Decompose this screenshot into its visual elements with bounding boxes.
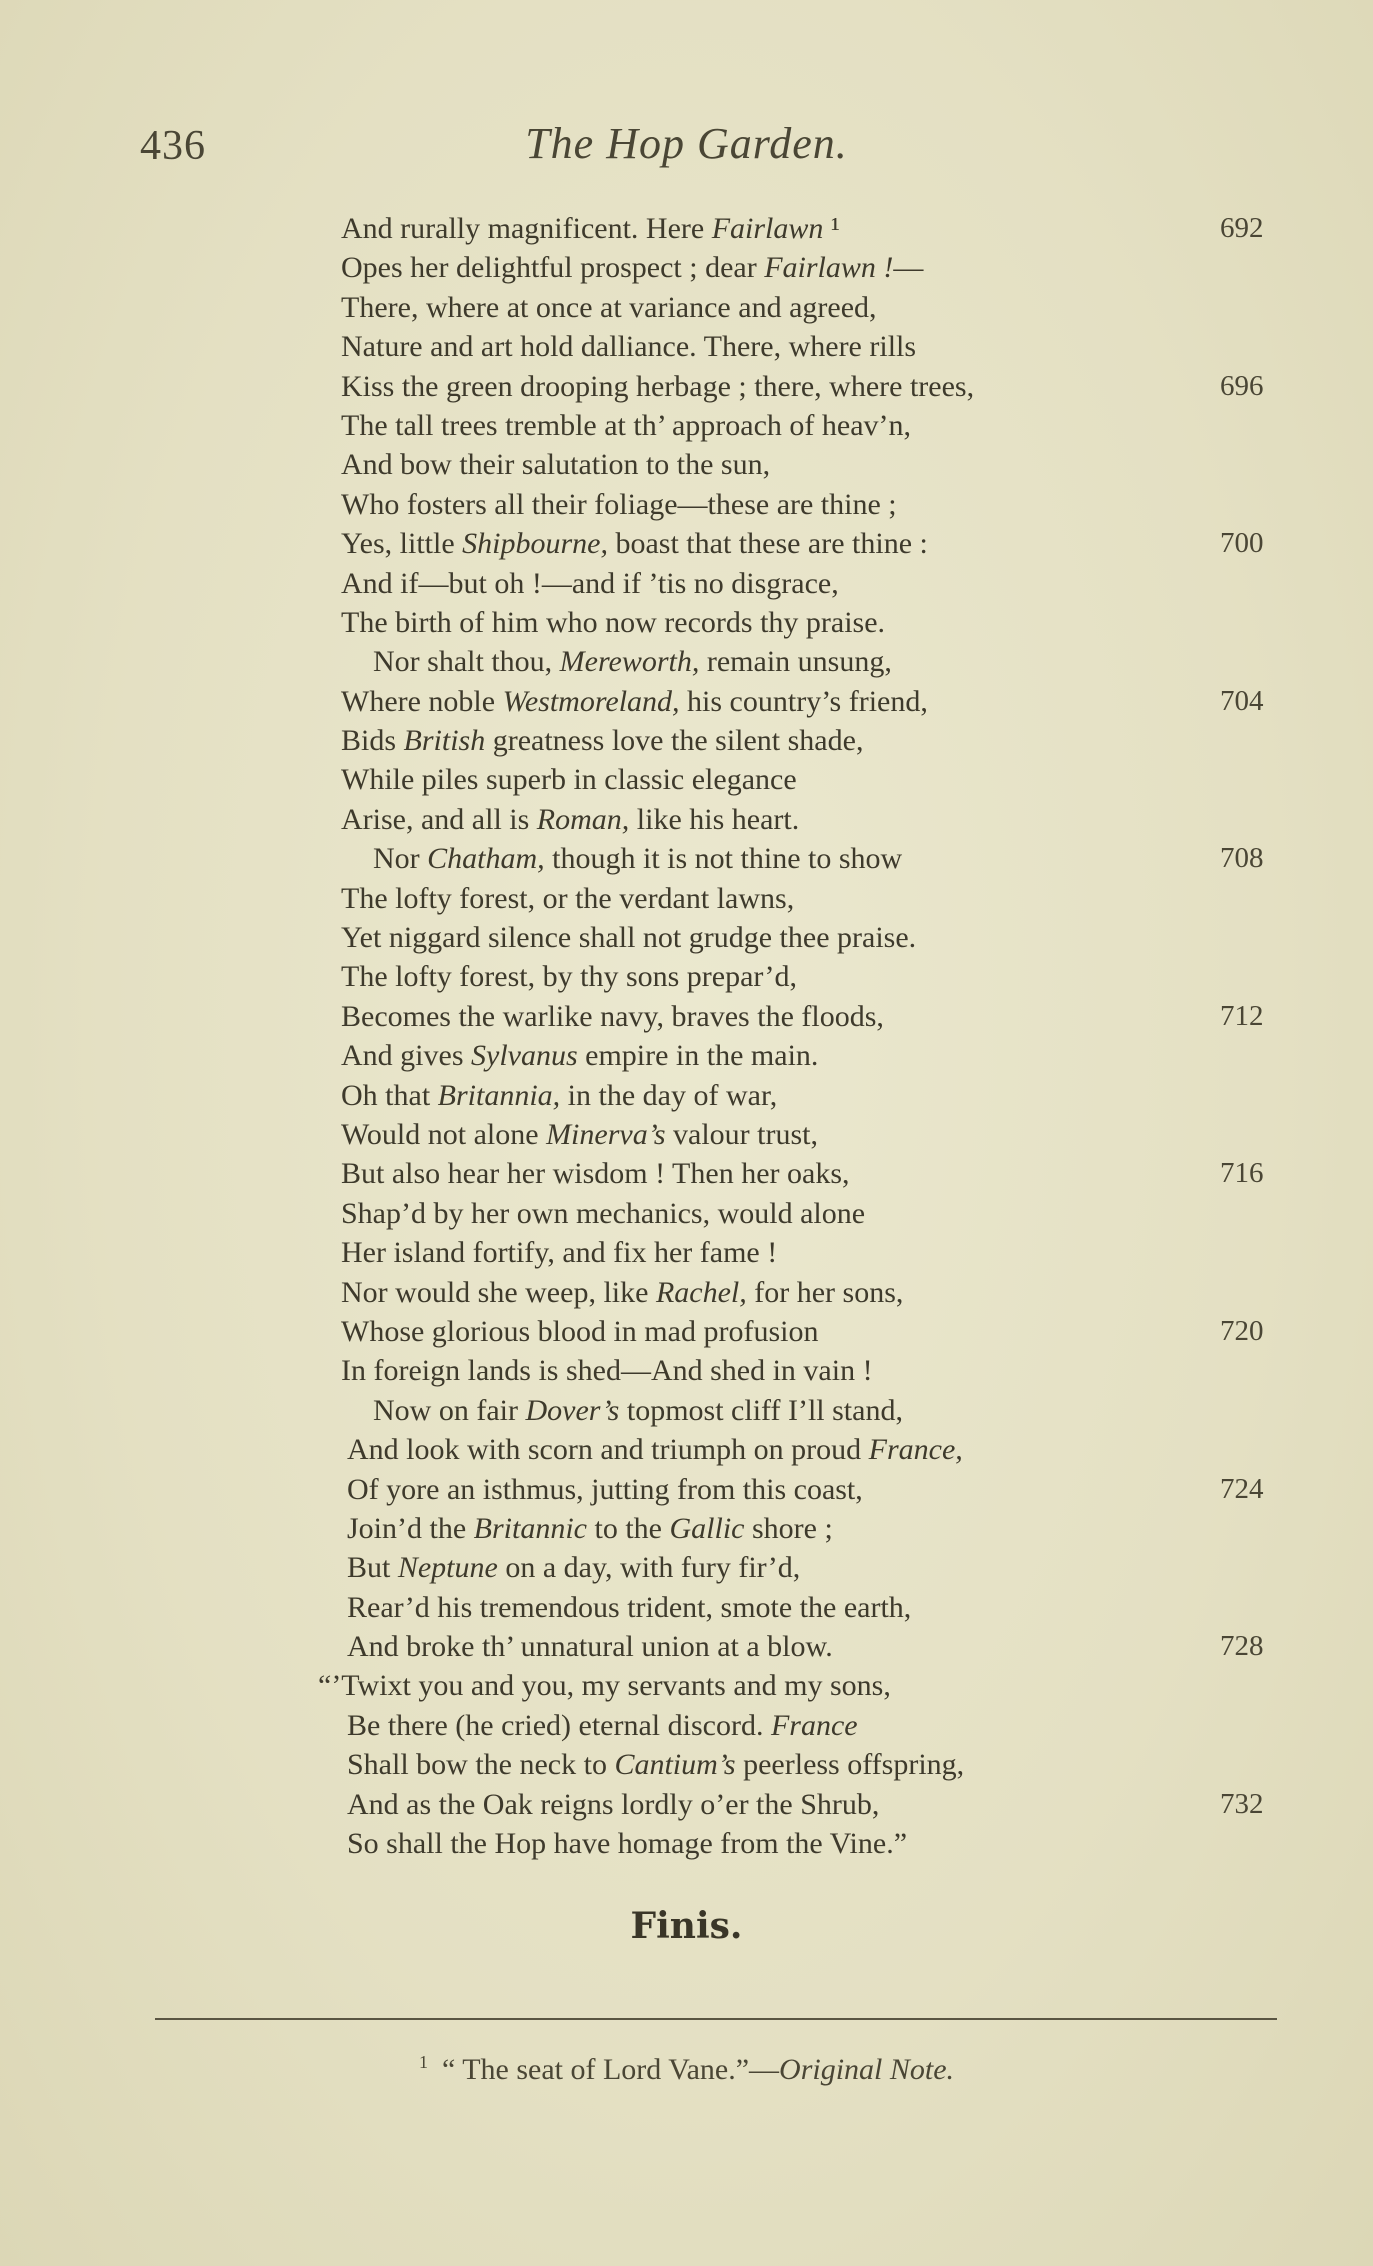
poem-line bbox=[0, 1194, 1373, 1233]
poem-line bbox=[0, 1824, 1373, 1863]
poem-line-text bbox=[373, 1391, 903, 1430]
text-segment: The lofty forest, by thy sons prepar’d, bbox=[341, 960, 798, 994]
poem-line-text bbox=[341, 800, 799, 839]
text-segment: Kiss the green drooping herbage ; there, where trees, bbox=[341, 369, 975, 403]
italic-segment: British bbox=[403, 724, 486, 758]
text-segment: like his heart. bbox=[629, 802, 800, 836]
poem-line-text bbox=[347, 1588, 911, 1627]
text-segment: In foreign lands is shed—And shed in vain ! bbox=[341, 1354, 873, 1388]
italic-segment: Dover’s bbox=[525, 1393, 620, 1427]
text-segment: Nor shalt thou, bbox=[373, 645, 560, 679]
text-segment: There, where at once at variance and agreed, bbox=[341, 290, 877, 324]
text-segment: And bow their salutation to the sun, bbox=[341, 448, 771, 482]
text-segment: And broke th’ unnatural union at a blow. bbox=[347, 1630, 833, 1664]
poem-line bbox=[0, 1391, 1373, 1430]
footnote-marker: 1 bbox=[418, 2052, 428, 2072]
text-segment: valour trust, bbox=[665, 1117, 818, 1151]
poem-line bbox=[0, 445, 1373, 484]
text-segment: Shall bow the neck to bbox=[347, 1748, 615, 1782]
italic-segment: Fairlawn bbox=[711, 212, 824, 245]
page-number: 436 bbox=[140, 123, 206, 169]
poem-line bbox=[0, 1627, 1373, 1666]
poem-line-text bbox=[347, 1509, 833, 1548]
poem-body bbox=[0, 209, 1373, 1863]
line-number: 692 bbox=[1220, 212, 1264, 244]
text-segment: Oh that bbox=[341, 1078, 438, 1112]
text-segment: Opes her delightful prospect ; dear bbox=[341, 251, 765, 285]
poem-line bbox=[0, 1312, 1373, 1351]
italic-segment: Britannic bbox=[473, 1511, 587, 1545]
poem-line bbox=[0, 1115, 1373, 1154]
poem-line bbox=[0, 879, 1373, 918]
poem-line-text bbox=[341, 1273, 903, 1312]
italic-segment: Rachel, bbox=[655, 1275, 747, 1309]
poem-line bbox=[0, 800, 1373, 839]
poem-line-text bbox=[341, 957, 797, 996]
poem-line-text bbox=[341, 327, 916, 366]
poem-line bbox=[0, 248, 1373, 287]
text-segment: remain unsung, bbox=[699, 645, 892, 679]
poem-line-text bbox=[347, 1745, 964, 1784]
poem-line-text bbox=[341, 760, 797, 799]
text-segment: boast that these are thine : bbox=[607, 527, 928, 561]
line-number: 708 bbox=[1220, 842, 1264, 875]
poem-line bbox=[0, 918, 1373, 957]
poem-line-text bbox=[341, 564, 839, 603]
text-segment: greatness love the silent shade, bbox=[485, 724, 864, 758]
text-segment: on a day, with fury fir’d, bbox=[497, 1551, 801, 1585]
poem-line bbox=[0, 1076, 1373, 1115]
text-segment: to the bbox=[586, 1511, 670, 1545]
text-segment: empire in the main. bbox=[577, 1039, 819, 1073]
text-segment: The lofty forest, or the verdant lawns, bbox=[341, 881, 795, 915]
poem-line bbox=[0, 1509, 1373, 1548]
poem-line-text bbox=[347, 1548, 800, 1587]
text-segment: Who fosters all their foliage—these are thine ; bbox=[341, 487, 897, 521]
poem-line-text bbox=[341, 209, 840, 248]
text-segment: So shall the Hop have homage from the Vine.” bbox=[347, 1827, 908, 1861]
text-segment: And look with scorn and triumph on proud bbox=[347, 1433, 869, 1467]
poem-line bbox=[0, 485, 1373, 524]
text-segment: Yet niggard silence shall not grudge thee praise. bbox=[341, 921, 917, 955]
italic-segment: Britannia, bbox=[437, 1078, 561, 1112]
text-segment: Now on fair bbox=[373, 1393, 526, 1427]
text-segment: Nor would she weep, like bbox=[341, 1275, 656, 1309]
text-segment: Rear’d his tremendous trident, smote the earth, bbox=[347, 1590, 912, 1624]
text-segment: for her sons, bbox=[746, 1275, 904, 1309]
poem-line bbox=[0, 1233, 1373, 1272]
poem-line bbox=[0, 367, 1373, 406]
poem-line bbox=[0, 721, 1373, 760]
line-number: 716 bbox=[1220, 1157, 1264, 1190]
poem-line-text bbox=[341, 603, 885, 642]
italic-segment: Cantium’s bbox=[614, 1748, 736, 1782]
text-segment: And gives bbox=[341, 1039, 471, 1073]
text-segment: But also hear her wisdom ! Then her oaks, bbox=[341, 1157, 850, 1191]
poem-line-text bbox=[341, 288, 877, 327]
poem-line-text bbox=[347, 1470, 863, 1509]
poem-line bbox=[0, 1785, 1373, 1824]
text-segment: Becomes the warlike navy, braves the floods, bbox=[341, 999, 884, 1033]
text-segment: Whose glorious blood in mad profusion bbox=[341, 1314, 819, 1348]
poem-line-text bbox=[341, 1154, 850, 1193]
text-segment: topmost cliff I’ll stand, bbox=[619, 1393, 903, 1427]
poem-line bbox=[0, 1548, 1373, 1587]
text-segment: Yes, little bbox=[341, 527, 463, 561]
text-segment: While piles superb in classic elegance bbox=[341, 763, 797, 797]
poem-line-text bbox=[347, 1824, 907, 1863]
italic-segment: France, bbox=[868, 1433, 963, 1467]
poem-line bbox=[0, 603, 1373, 642]
poem-line-text bbox=[341, 1036, 818, 1075]
footnote-quote: “ The seat of Lord Vane.”— bbox=[441, 2053, 780, 2086]
poem-line bbox=[0, 1470, 1373, 1509]
poem-line-text bbox=[341, 1115, 818, 1154]
poem-line-text bbox=[341, 918, 916, 957]
poem-line-text bbox=[341, 721, 863, 760]
poem-line bbox=[0, 997, 1373, 1036]
line-number: 732 bbox=[1220, 1787, 1264, 1820]
poem-line bbox=[0, 524, 1373, 563]
text-segment: though it is not thine to show bbox=[544, 842, 903, 876]
text-segment: The tall trees tremble at th’ approach of heav’n, bbox=[341, 408, 912, 442]
footnote-divider bbox=[155, 2018, 1277, 2020]
text-segment: And rurally magnificent. Here bbox=[341, 212, 712, 245]
text-segment: Of yore an isthmus, jutting from this coast, bbox=[347, 1472, 863, 1506]
poem-line bbox=[0, 760, 1373, 799]
poem-line-text bbox=[341, 367, 974, 406]
running-title: The Hop Garden. bbox=[525, 119, 848, 168]
italic-segment: France bbox=[770, 1708, 858, 1742]
poem-line-text bbox=[341, 445, 770, 484]
poem-line bbox=[0, 1351, 1373, 1390]
poem-line-text bbox=[341, 879, 794, 918]
poem-line bbox=[0, 564, 1373, 603]
text-segment: Join’d the bbox=[347, 1511, 474, 1545]
poem-line bbox=[0, 1273, 1373, 1312]
italic-segment: Gallic bbox=[669, 1511, 745, 1545]
text-segment: And if—but oh !—and if ’tis no disgrace, bbox=[341, 566, 839, 600]
poem-line-text bbox=[373, 642, 892, 681]
text-segment: Nor bbox=[373, 842, 428, 876]
line-number: 704 bbox=[1220, 684, 1264, 717]
poem-line bbox=[0, 1588, 1373, 1627]
poem-line-text bbox=[373, 839, 902, 878]
text-segment: shore ; bbox=[744, 1511, 833, 1545]
poem-line-text bbox=[341, 1194, 865, 1233]
italic-segment: Mereworth, bbox=[559, 645, 700, 679]
poem-line bbox=[0, 288, 1373, 327]
italic-segment: Westmoreland, bbox=[502, 684, 680, 718]
poem-line-text bbox=[341, 1312, 818, 1351]
text-segment: And as the Oak reigns lordly o’er the Shrub, bbox=[347, 1787, 880, 1821]
poem-line-text bbox=[347, 1706, 858, 1745]
poem-line bbox=[0, 1666, 1373, 1705]
poem-line-text bbox=[318, 1666, 891, 1705]
poem-line-text bbox=[341, 1351, 873, 1390]
poem-line bbox=[0, 682, 1373, 721]
poem-line-text bbox=[347, 1785, 879, 1824]
text-segment: peerless offspring, bbox=[735, 1748, 965, 1782]
line-number: 700 bbox=[1220, 527, 1264, 560]
poem-line-text bbox=[341, 1233, 777, 1272]
line-number: 720 bbox=[1220, 1314, 1264, 1347]
poem-line bbox=[0, 327, 1373, 366]
line-number: 724 bbox=[1220, 1472, 1264, 1505]
text-segment: Bids bbox=[341, 724, 404, 758]
poem-line-text bbox=[341, 1076, 777, 1115]
text-segment: — bbox=[893, 251, 924, 285]
poem-line bbox=[0, 957, 1373, 996]
poem-line-text bbox=[341, 524, 928, 563]
line-number: 696 bbox=[1220, 369, 1264, 402]
italic-segment: Shipbourne, bbox=[462, 527, 608, 561]
italic-segment: Minerva’s bbox=[546, 1117, 666, 1151]
poem-line bbox=[0, 839, 1373, 878]
text-segment: ¹ bbox=[823, 212, 840, 245]
text-segment: Her island fortify, and fix her fame ! bbox=[341, 1236, 778, 1270]
poem-line bbox=[0, 209, 1373, 248]
text-segment: Would not alone bbox=[341, 1117, 547, 1151]
text-segment: “’Twixt you and you, my servants and my sons, bbox=[318, 1669, 891, 1703]
finis-heading: Finis. bbox=[630, 1905, 743, 1947]
italic-segment: Sylvanus bbox=[471, 1039, 578, 1073]
poem-line bbox=[0, 1430, 1373, 1469]
text-segment: Where noble bbox=[341, 684, 503, 718]
footnote-attribution: Original Note. bbox=[779, 2053, 955, 2086]
poem-line-text bbox=[341, 406, 911, 445]
line-number: 712 bbox=[1220, 999, 1264, 1032]
italic-segment: Roman, bbox=[536, 802, 630, 836]
italic-segment: Neptune bbox=[397, 1551, 498, 1585]
text-segment: Nature and art hold dalliance. There, where rills bbox=[341, 330, 917, 364]
poem-line bbox=[0, 406, 1373, 445]
poem-line bbox=[0, 642, 1373, 681]
poem-line-text bbox=[341, 485, 897, 524]
poem-line-text bbox=[347, 1430, 963, 1469]
poem-line-text bbox=[341, 682, 928, 721]
poem-line-text bbox=[347, 1627, 833, 1666]
line-number: 728 bbox=[1220, 1630, 1264, 1663]
footnote bbox=[0, 2052, 1373, 2087]
text-segment: in the day of war, bbox=[560, 1078, 778, 1112]
italic-segment: Chatham, bbox=[427, 842, 545, 876]
poem-line bbox=[0, 1706, 1373, 1745]
text-segment: The birth of him who now records thy praise. bbox=[341, 605, 886, 639]
italic-segment: Fairlawn ! bbox=[764, 251, 894, 285]
text-segment: Be there (he cried) eternal discord. bbox=[347, 1708, 771, 1742]
text-segment: Arise, and all is bbox=[341, 802, 537, 836]
text-segment: But bbox=[347, 1551, 398, 1585]
poem-line bbox=[0, 1745, 1373, 1784]
text-segment: his country’s friend, bbox=[679, 684, 928, 718]
poem-line bbox=[0, 1036, 1373, 1075]
poem-line-text bbox=[341, 248, 923, 287]
text-segment: Shap’d by her own mechanics, would alone bbox=[341, 1196, 866, 1230]
poem-line bbox=[0, 1154, 1373, 1193]
poem-line-text bbox=[341, 997, 884, 1036]
